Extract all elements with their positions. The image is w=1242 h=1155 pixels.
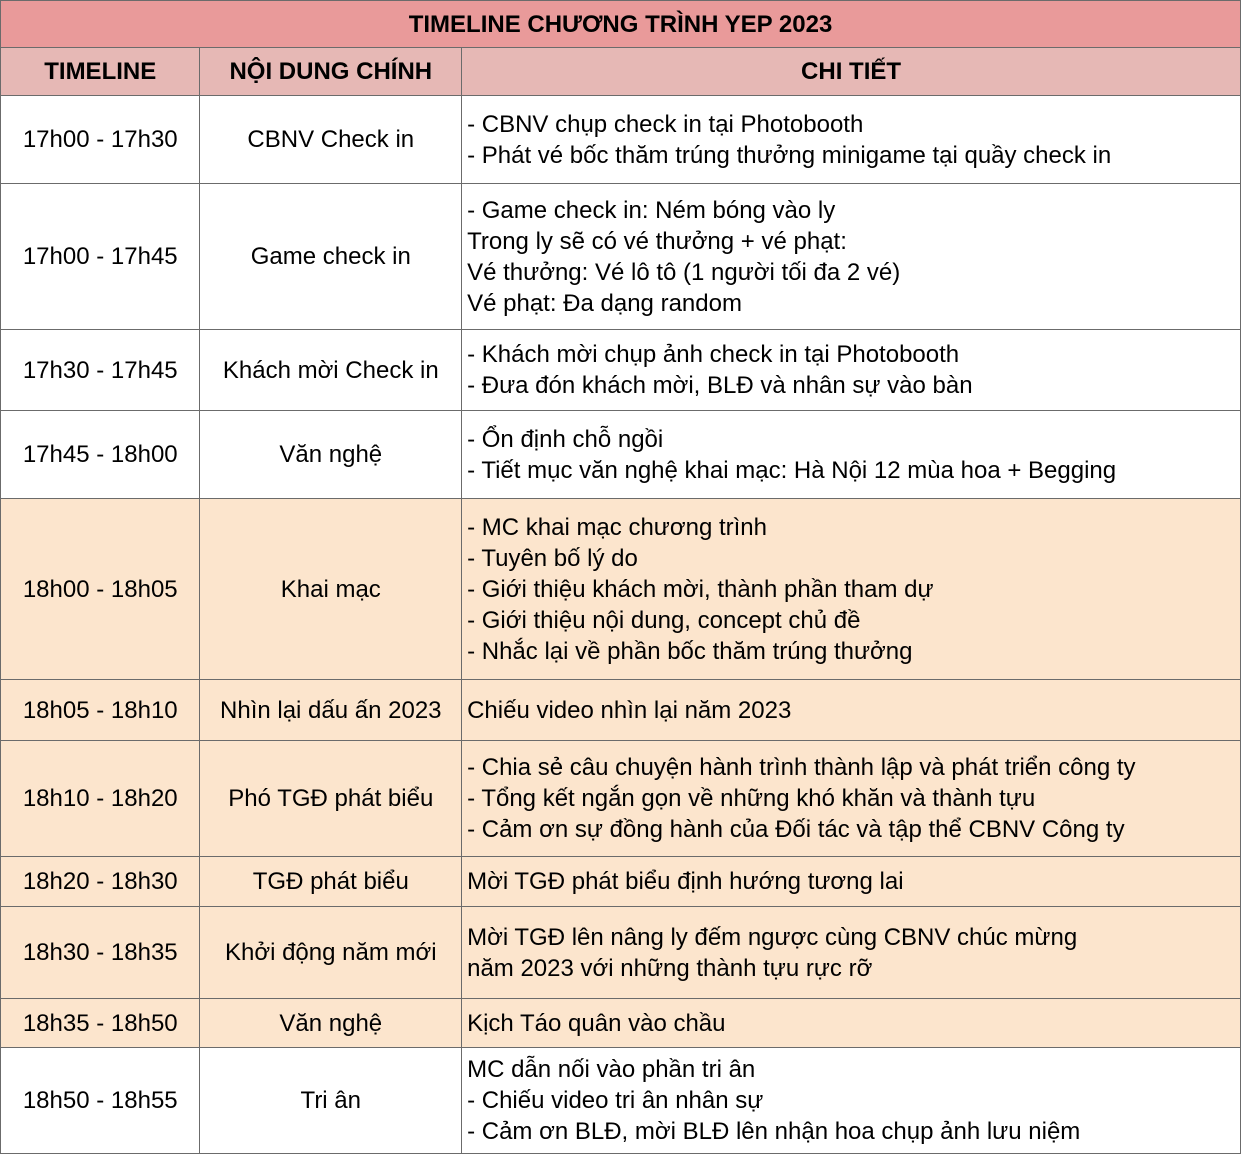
table-row <box>1 1048 1241 1154</box>
row-main: Game check in <box>200 184 462 330</box>
detail-line: - MC khai mạc chương trình <box>467 513 767 541</box>
detail-line: Mời TGĐ phát biểu định hướng tương lai <box>467 868 904 895</box>
detail-line: - Tuyên bố lý do <box>467 544 638 572</box>
header-details: CHI TIẾT <box>462 48 1241 96</box>
row-time: 18h50 - 18h55 <box>1 1048 200 1154</box>
detail-line: - Nhắc lại về phần bốc thăm trúng thưởng <box>467 637 913 665</box>
row-details <box>462 184 1241 330</box>
detail-line: - Chia sẻ câu chuyện hành trình thành lập và phát triển công ty <box>467 754 1136 781</box>
header-timeline: TIMELINE <box>1 48 200 96</box>
detail-line: - Giới thiệu khách mời, thành phần tham dự <box>467 575 934 603</box>
row-details <box>462 96 1241 184</box>
table-row <box>1 184 1241 330</box>
row-details <box>462 1048 1241 1154</box>
table-row <box>1 330 1241 411</box>
row-main: Tri ân <box>200 1048 462 1154</box>
detail-line: - Tổng kết ngắn gọn về những khó khăn và thành tựu <box>467 785 1036 812</box>
row-main: Khởi động năm mới <box>200 907 462 999</box>
row-time: 18h20 - 18h30 <box>1 857 200 907</box>
table-row <box>1 499 1241 680</box>
detail-line: Vé thưởng: Vé lô tô (1 người tối đa 2 vé) <box>467 258 901 286</box>
table-row <box>1 741 1241 857</box>
table-row <box>1 907 1241 999</box>
detail-line: - Cảm ơn BLĐ, mời BLĐ lên nhận hoa chụp ảnh lưu niệm <box>467 1118 1081 1145</box>
row-main: TGĐ phát biểu <box>200 857 462 907</box>
row-main: CBNV Check in <box>200 96 462 184</box>
detail-line: Mời TGĐ lên nâng ly đếm ngược cùng CBNV chúc mừng <box>467 923 1078 951</box>
row-main: Khai mạc <box>200 499 462 680</box>
table-row <box>1 999 1241 1048</box>
detail-line: - Phát vé bốc thăm trúng thưởng minigame tại quầy check in <box>467 141 1112 169</box>
table-row <box>1 680 1241 741</box>
detail-line: - CBNV chụp check in tại Photobooth <box>467 110 864 138</box>
table-title: TIMELINE CHƯƠNG TRÌNH YEP 2023 <box>1 1 1241 48</box>
row-details <box>462 907 1241 999</box>
detail-line: - Chiếu video tri ân nhân sự <box>467 1087 764 1114</box>
table-row <box>1 96 1241 184</box>
row-details <box>462 999 1241 1048</box>
row-details <box>462 741 1241 857</box>
row-main: Khách mời Check in <box>200 330 462 411</box>
detail-line: - Đưa đón khách mời, BLĐ và nhân sự vào bàn <box>467 372 973 399</box>
row-details <box>462 499 1241 680</box>
detail-line: - Tiết mục văn nghệ khai mạc: Hà Nội 12 mùa hoa + Begging <box>467 456 1117 484</box>
row-time: 17h30 - 17h45 <box>1 330 200 411</box>
detail-line: Chiếu video nhìn lại năm 2023 <box>467 696 792 724</box>
row-main: Nhìn lại dấu ấn 2023 <box>200 680 462 741</box>
header-main-content: NỘI DUNG CHÍNH <box>200 48 462 96</box>
row-time: 18h05 - 18h10 <box>1 680 200 741</box>
row-time: 18h10 - 18h20 <box>1 741 200 857</box>
detail-line: Kịch Táo quân vào chầu <box>467 1009 726 1037</box>
detail-line: - Ổn định chỗ ngồi <box>467 425 664 453</box>
detail-line: - Game check in: Ném bóng vào ly <box>467 196 836 224</box>
row-details <box>462 330 1241 411</box>
row-time: 18h00 - 18h05 <box>1 499 200 680</box>
row-details <box>462 857 1241 907</box>
detail-line: MC dẫn nối vào phần tri ân <box>467 1056 756 1083</box>
row-time: 17h00 - 17h30 <box>1 96 200 184</box>
table-row <box>1 411 1241 499</box>
row-time: 17h00 - 17h45 <box>1 184 200 330</box>
detail-line: Vé phạt: Đa dạng random <box>467 289 742 317</box>
detail-line: Trong ly sẽ có vé thưởng + vé phạt: <box>467 227 847 255</box>
detail-line: - Giới thiệu nội dung, concept chủ đề <box>467 606 861 634</box>
row-time: 18h35 - 18h50 <box>1 999 200 1048</box>
detail-line: - Khách mời chụp ảnh check in tại Photobooth <box>467 341 960 368</box>
row-time: 18h30 - 18h35 <box>1 907 200 999</box>
row-main: Phó TGĐ phát biểu <box>200 741 462 857</box>
detail-line: - Cảm ơn sự đồng hành của Đối tác và tập thể CBNV Công ty <box>467 816 1125 843</box>
row-main: Văn nghệ <box>200 411 462 499</box>
table-row <box>1 857 1241 907</box>
row-time: 17h45 - 18h00 <box>1 411 200 499</box>
row-main: Văn nghệ <box>200 999 462 1048</box>
row-details <box>462 411 1241 499</box>
row-details <box>462 680 1241 741</box>
detail-line: năm 2023 với những thành tựu rực rỡ <box>467 954 873 982</box>
